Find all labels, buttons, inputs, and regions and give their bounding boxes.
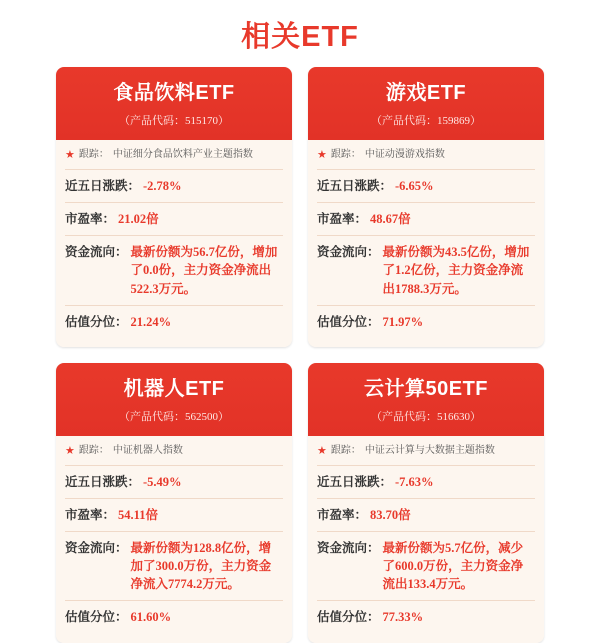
- five-day-change-label: 近五日涨跌：: [317, 179, 393, 193]
- etf-card[interactable]: [56, 363, 292, 643]
- capital-flow-row: [65, 236, 283, 305]
- valuation-percentile-value: 21.24%: [130, 314, 172, 329]
- track-label: 跟踪：: [330, 149, 361, 160]
- pe-ratio-row: [317, 203, 535, 236]
- five-day-change-value: -6.65%: [395, 179, 434, 193]
- etf-code: （产品代码：562500）: [119, 410, 229, 423]
- five-day-change-label: 近五日涨跌：: [65, 474, 141, 489]
- capital-flow-value: 最新份额为5.7亿份，减少了600.0万份，主力资金净流出133.4万元。: [382, 541, 524, 592]
- five-day-change-value: -5.49%: [143, 474, 182, 489]
- pe-ratio-value: 54.11倍: [118, 507, 158, 522]
- five-day-change-value: -7.63%: [395, 474, 434, 489]
- track-value: 中证机器人指数: [112, 444, 183, 456]
- etf-card[interactable]: [308, 67, 544, 347]
- capital-flow-label: 资金流向：: [65, 541, 128, 555]
- valuation-percentile-row: [317, 306, 535, 338]
- valuation-percentile-label: 估值分位：: [317, 314, 380, 329]
- etf-card-header: [308, 363, 544, 436]
- track-label: 跟踪：: [78, 149, 109, 160]
- etf-name: 游戏ETF: [385, 82, 467, 104]
- capital-flow-row: [65, 532, 283, 601]
- valuation-percentile-label: 估值分位：: [317, 610, 380, 625]
- etf-card-body: [308, 140, 544, 347]
- five-day-change-row: [65, 170, 283, 203]
- pe-ratio-row: [65, 203, 283, 236]
- etf-track-row: [65, 444, 283, 466]
- star-icon: ★: [317, 444, 327, 457]
- pe-ratio-value: 48.67倍: [370, 212, 411, 227]
- valuation-percentile-value: 77.33%: [382, 610, 424, 625]
- pe-ratio-value: 21.02倍: [118, 212, 159, 227]
- etf-card-header: [56, 67, 292, 140]
- etf-code: （产品代码：516630）: [371, 410, 481, 423]
- etf-name: 食品饮料ETF: [113, 82, 235, 104]
- star-icon: ★: [317, 149, 327, 161]
- etf-name: 云计算50ETF: [363, 377, 489, 400]
- pe-ratio-row: [317, 499, 535, 532]
- capital-flow-label: 资金流向：: [65, 245, 128, 260]
- valuation-percentile-row: [317, 601, 535, 633]
- pe-ratio-label: 市盈率：: [317, 507, 368, 522]
- etf-code: （产品代码：159869）: [371, 115, 481, 127]
- etf-card-body: [56, 436, 292, 643]
- star-icon: ★: [65, 444, 75, 457]
- valuation-percentile-value: 61.60%: [130, 610, 172, 625]
- valuation-percentile-label: 估值分位：: [65, 610, 128, 625]
- valuation-percentile-label: 估值分位：: [65, 314, 128, 329]
- etf-card-grid: [0, 67, 600, 643]
- five-day-change-row: [65, 466, 283, 499]
- star-icon: ★: [65, 149, 75, 161]
- pe-ratio-row: [65, 499, 283, 532]
- track-value: 中证细分食品饮料产业主题指数: [112, 149, 253, 160]
- five-day-change-label: 近五日涨跌：: [65, 179, 141, 193]
- capital-flow-label: 资金流向：: [317, 541, 380, 555]
- valuation-percentile-value: 71.97%: [382, 314, 424, 329]
- etf-card[interactable]: [308, 363, 544, 643]
- page-title: 相关ETF: [241, 21, 359, 53]
- capital-flow-label: 资金流向：: [317, 245, 380, 260]
- capital-flow-value: 最新份额为56.7亿份，增加了0.0份，主力资金净流出522.3万元。: [130, 245, 278, 296]
- track-value: 中证云计算与大数据主题指数: [364, 444, 495, 456]
- pe-ratio-value: 83.70倍: [370, 507, 411, 522]
- capital-flow-row: [317, 236, 535, 305]
- track-label: 跟踪：: [330, 444, 361, 456]
- etf-card-body: [308, 436, 544, 643]
- etf-card-header: [56, 363, 292, 436]
- etf-code: （产品代码：515170）: [119, 115, 229, 127]
- etf-name: 机器人ETF: [123, 377, 225, 400]
- valuation-percentile-row: [65, 601, 283, 633]
- five-day-change-label: 近五日涨跌：: [317, 474, 393, 489]
- track-value: 中证动漫游戏指数: [364, 149, 445, 160]
- etf-track-row: [317, 148, 535, 170]
- pe-ratio-label: 市盈率：: [65, 507, 116, 522]
- etf-card[interactable]: [56, 67, 292, 347]
- pe-ratio-label: 市盈率：: [317, 212, 368, 227]
- capital-flow-value: 最新份额为43.5亿份，增加了1.2亿份，主力资金净流出1788.3万元。: [382, 245, 530, 296]
- five-day-change-row: [317, 466, 535, 499]
- capital-flow-row: [317, 532, 535, 601]
- etf-track-row: [317, 444, 535, 466]
- five-day-change-value: -2.78%: [143, 179, 182, 193]
- valuation-percentile-row: [65, 306, 283, 338]
- etf-card-body: [56, 140, 292, 347]
- etf-card-header: [308, 67, 544, 140]
- etf-track-row: [65, 148, 283, 170]
- capital-flow-value: 最新份额为128.8亿份，增加了300.0万份，主力资金净流入7774.2万元。: [130, 541, 272, 592]
- pe-ratio-label: 市盈率：: [65, 212, 116, 227]
- five-day-change-row: [317, 170, 535, 203]
- track-label: 跟踪：: [78, 444, 109, 456]
